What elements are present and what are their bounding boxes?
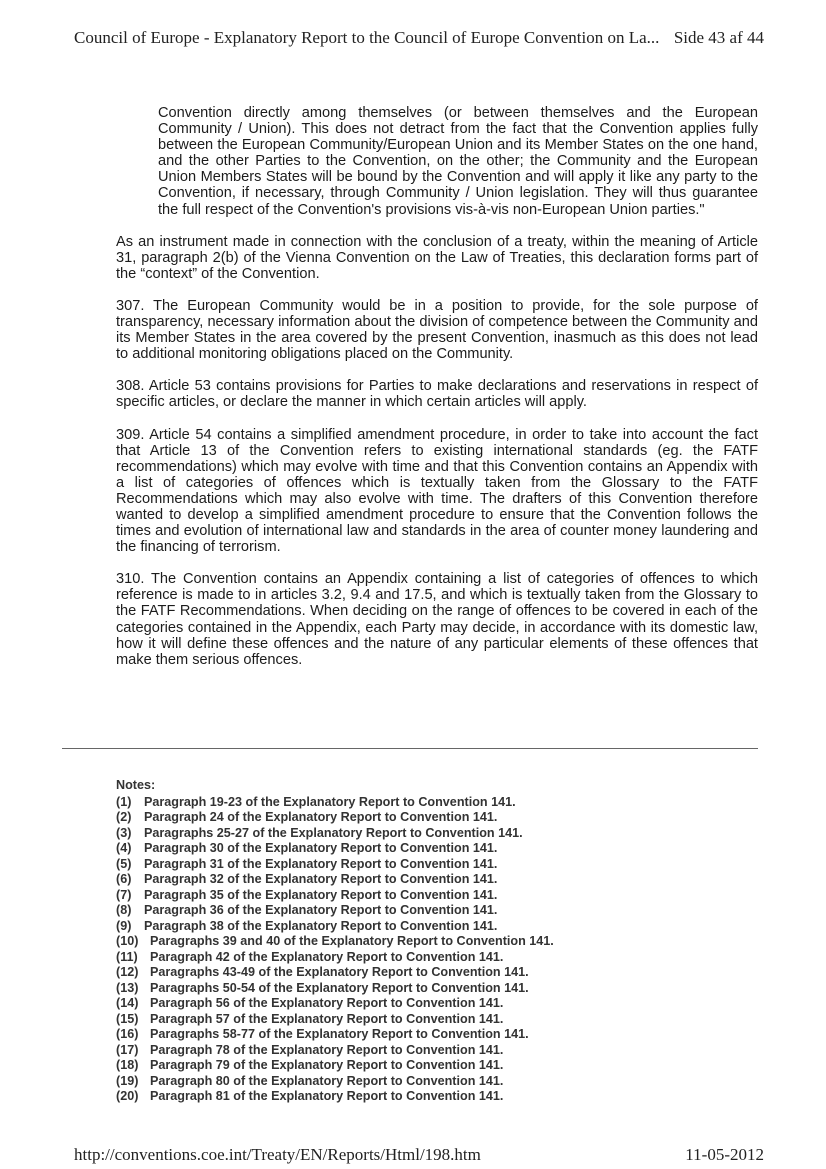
note-text: Paragraphs 50-54 of the Explanatory Report to Convention 141.: [150, 980, 529, 995]
note-text: Paragraph 19-23 of the Explanatory Report to Convention 141.: [144, 794, 516, 809]
paragraph: 307. The European Community would be in a position to provide, for the sole purpose of transparency, necessary information about the division of competence between the Community and its Member States in the area covered by the present Convention, inasmuch as this does not lead to additional monitoring obligations placed on the Community.: [116, 297, 758, 363]
note-number: (19): [116, 1073, 139, 1088]
page-header: [74, 28, 764, 48]
print-date: 11-05-2012: [685, 1145, 764, 1164]
note-item: [116, 934, 756, 950]
note-number: (1): [116, 794, 132, 809]
notes-section: [116, 778, 756, 1105]
note-item: [116, 795, 756, 811]
note-item: [116, 810, 756, 826]
note-number: (10): [116, 934, 139, 948]
note-text: Paragraphs 43-49 of the Explanatory Report to Convention 141.: [150, 965, 529, 979]
note-number: (17): [116, 1042, 139, 1057]
note-number: (3): [116, 825, 132, 840]
page-footer: [74, 1145, 764, 1165]
note-number: (20): [116, 1089, 139, 1103]
note-item: [116, 1027, 756, 1043]
note-item: [116, 1043, 756, 1059]
note-text: Paragraph 56 of the Explanatory Report to Convention 141.: [150, 996, 504, 1010]
note-number: (2): [116, 810, 132, 824]
note-item: [116, 888, 756, 904]
note-number: (13): [116, 980, 139, 995]
note-number: (6): [116, 872, 132, 886]
notes-list: [116, 795, 756, 1105]
note-text: Paragraph 57 of the Explanatory Report to Convention 141.: [150, 1011, 504, 1026]
note-text: Paragraphs 39 and 40 of the Explanatory Report to Convention 141.: [150, 934, 554, 948]
note-number: (7): [116, 887, 132, 902]
paragraph: As an instrument made in connection with the conclusion of a treaty, within the meaning of Article 31, paragraph 2(b) of the Vienna Convention on the Law of Treaties, this declaration forms part of the “context” of the Convention.: [116, 233, 758, 282]
note-item: [116, 950, 756, 966]
note-item: [116, 841, 756, 857]
source-url: http://conventions.coe.int/Treaty/EN/Reports/Html/198.htm: [74, 1145, 481, 1164]
note-number: (12): [116, 965, 139, 979]
note-number: (9): [116, 918, 132, 933]
note-number: (14): [116, 996, 139, 1010]
note-text: Paragraph 79 of the Explanatory Report to Convention 141.: [150, 1058, 504, 1072]
quoted-paragraph: Convention directly among themselves (or between themselves and the European Community / Union). This does not detract from the fact that the Convention applies fully between the European Community/European Union and its Member States on the one hand, and the other Parties to the Convention, on the other; the Community and the European Union Members States will be bound by the Convention and will apply it like any party to the Convention, if necessary, through Community / Union legislation. They will thus guarantee the full respect of the Convention's provisions vis-à-vis non-European Union parties.": [158, 105, 758, 218]
note-item: [116, 965, 756, 981]
note-item: [116, 826, 756, 842]
document-title: Council of Europe - Explanatory Report to the Council of Europe Convention on La...: [74, 28, 660, 47]
note-text: Paragraph 80 of the Explanatory Report to Convention 141.: [150, 1073, 504, 1088]
note-number: (11): [116, 949, 138, 964]
note-text: Paragraph 81 of the Explanatory Report to Convention 141.: [150, 1089, 504, 1103]
paragraph: 308. Article 53 contains provisions for Parties to make declarations and reservations in respect of specific articles, or declare the manner in which certain articles will apply.: [116, 378, 758, 411]
note-number: (18): [116, 1058, 139, 1072]
paragraph: 310. The Convention contains an Appendix containing a list of categories of offences to which reference is made to in articles 3.2, 9.4 and 17.5, and which is textually taken from the Glossary to the FATF Recommendations. When deciding on the range of offences to be covered in each of the categories contained in the Appendix, each Party may decide, in accordance with its domestic law, how it will define these offences and the nature of any particular elements of these offences that make them serious offences.: [116, 571, 758, 668]
note-number: (15): [116, 1011, 139, 1026]
note-number: (4): [116, 841, 132, 855]
note-text: Paragraph 78 of the Explanatory Report to Convention 141.: [150, 1042, 504, 1057]
page-number: Side 43 af 44: [673, 28, 764, 47]
note-text: Paragraph 42 of the Explanatory Report to Convention 141.: [150, 949, 504, 964]
note-text: Paragraph 30 of the Explanatory Report to Convention 141.: [144, 841, 498, 855]
note-item: [116, 919, 756, 935]
note-text: Paragraph 32 of the Explanatory Report to Convention 141.: [144, 872, 498, 886]
note-item: [116, 903, 756, 919]
notes-divider: [62, 748, 758, 749]
note-item: [116, 981, 756, 997]
note-number: (16): [116, 1027, 139, 1041]
note-item: [116, 872, 756, 888]
notes-title: Notes:: [116, 778, 156, 792]
report-body: [116, 105, 758, 684]
note-text: Paragraph 35 of the Explanatory Report to Convention 141.: [144, 887, 498, 902]
note-number: (8): [116, 903, 132, 917]
note-item: [116, 1089, 756, 1105]
note-item: [116, 1012, 756, 1028]
note-text: Paragraph 36 of the Explanatory Report to Convention 141.: [144, 903, 498, 917]
paragraph: 309. Article 54 contains a simplified amendment procedure, in order to take into account the fact that Article 13 of the Convention refers to existing international standards (eg. the FATF recommendations) which may evolve with time and that this Convention contains an Appendix with a list of categories of offences which is textually taken from the Glossary to the FATF Recommendations which may also evolve with time. The drafters of this Convention therefore wanted to develop a simplified amendment procedure to ensure that the Convention follows the times and evolution of international law and standards in the area of counter money laundering and the financing of terrorism.: [116, 426, 758, 556]
note-text: Paragraphs 25-27 of the Explanatory Report to Convention 141.: [144, 825, 523, 840]
note-text: Paragraphs 58-77 of the Explanatory Report to Convention 141.: [150, 1027, 529, 1041]
note-number: (5): [116, 856, 132, 871]
note-item: [116, 1074, 756, 1090]
note-text: Paragraph 31 of the Explanatory Report to Convention 141.: [144, 856, 498, 871]
note-text: Paragraph 38 of the Explanatory Report to Convention 141.: [144, 918, 498, 933]
note-item: [116, 996, 756, 1012]
note-text: Paragraph 24 of the Explanatory Report to Convention 141.: [144, 810, 498, 824]
note-item: [116, 1058, 756, 1074]
note-item: [116, 857, 756, 873]
